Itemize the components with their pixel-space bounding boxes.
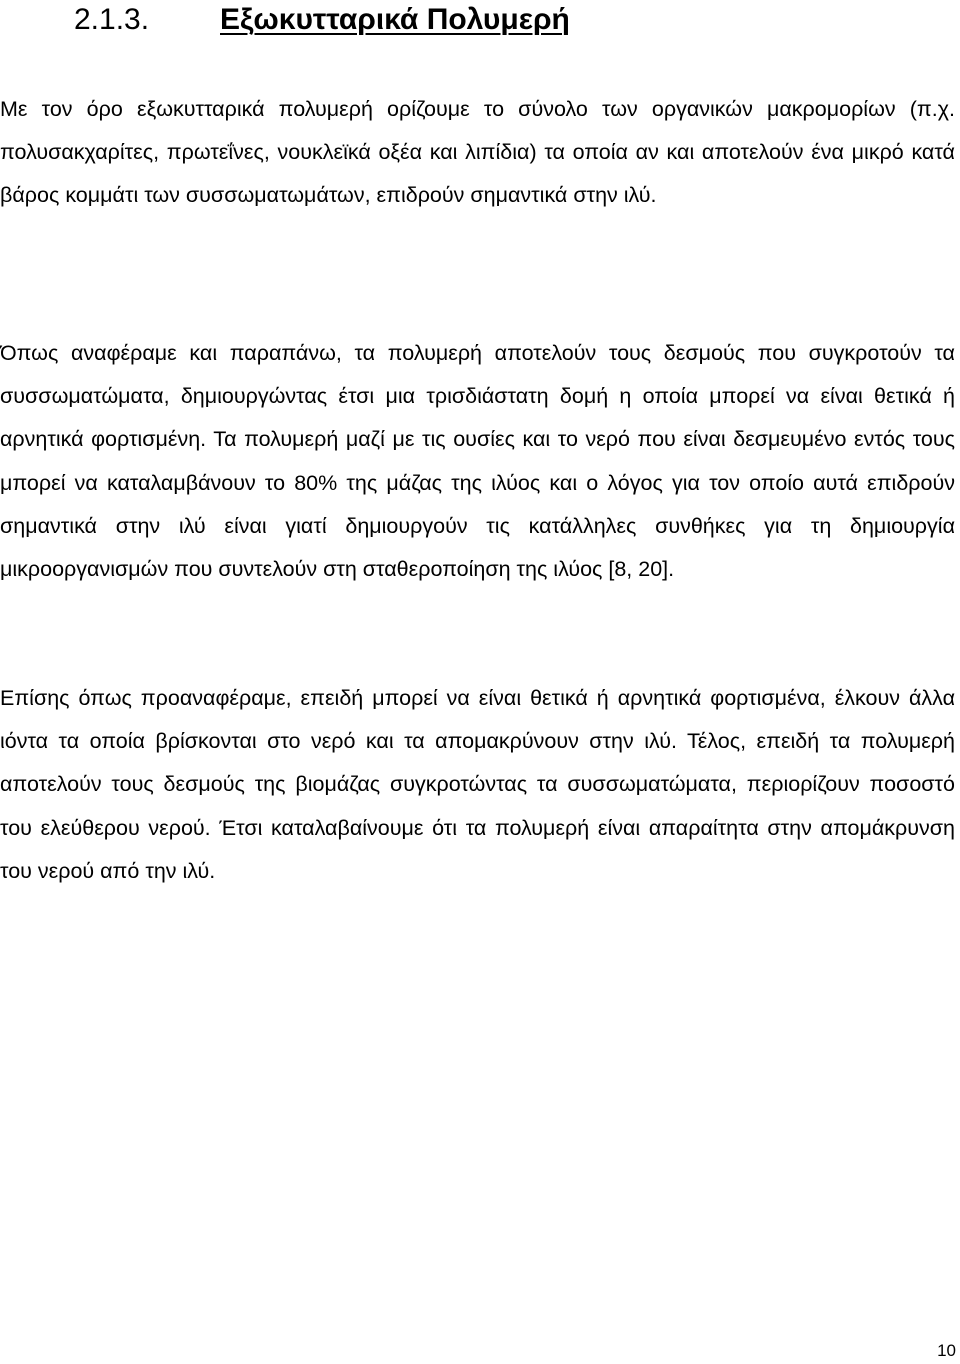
page-number: 10 (937, 1341, 956, 1360)
paragraph-definition: Με τον όρο εξωκυτταρικά πολυμερή ορίζουμε το σύνολο των οργανικών μακρομορίων (π.χ. πολυσακχαρίτες, πρωτεΐνες, νουκλεϊκά οξέα και λιπίδια) τα οποία αν και αποτελούν ένα μικρό κατά βάρος κομμάτι των συσσωματωμάτων, επιδρούν σημαντικά στην ιλύ. (0, 97, 955, 208)
paragraph-ion-attraction: Επίσης όπως προαναφέραμε, επειδή μπορεί να είναι θετικά ή αρνητικά φορτισμένα, έλκουν άλλα ιόντα τα οποία βρίσκονται στο νερό και τα απομακρύνουν στην ιλύ. Τέλος, επειδή τα πολυμερή αποτελούν τους δεσμούς της βιομάζας συγκροτώντας τα συσσωματώματα, περιορίζουν ποσοστό του ελεύθερου νερού. Έτσι καταλαβαίνουμε ότι τα πολυμερή είναι απαραίτητα στην απομάκρυνση του νερού από την ιλύ. (0, 686, 955, 883)
section-title: Εξωκυτταρικά Πολυμερή (220, 3, 570, 36)
paragraph-structure: Όπως αναφέραμε και παραπάνω, τα πολυμερή αποτελούν τους δεσμούς που συγκροτούν τα συσσωματώματα, δημιουργώντας έτσι μια τρισδιάστατη δομή η οποία μπορεί να είναι θετικά ή αρνητικά φορτισμένη. Τα πολυμερή μαζί με τις ουσίες και το νερό που είναι δεσμευμένο εντός τους μπορεί να καταλαμβάνουν το 80% της μάζας της ιλύος και ο λόγος για τον οποίο αυτά επιδρούν σημαντικά στην ιλύ είναι γιατί δημιουργούν τις κατάλληλες συνθήκες για τη δημιουργία μικροοργανισμών που συντελούν στη σταθεροποίηση της ιλύος [8, 20]. (0, 341, 955, 582)
section-heading (74, 0, 570, 40)
section-number: 2.1.3. (74, 3, 150, 36)
